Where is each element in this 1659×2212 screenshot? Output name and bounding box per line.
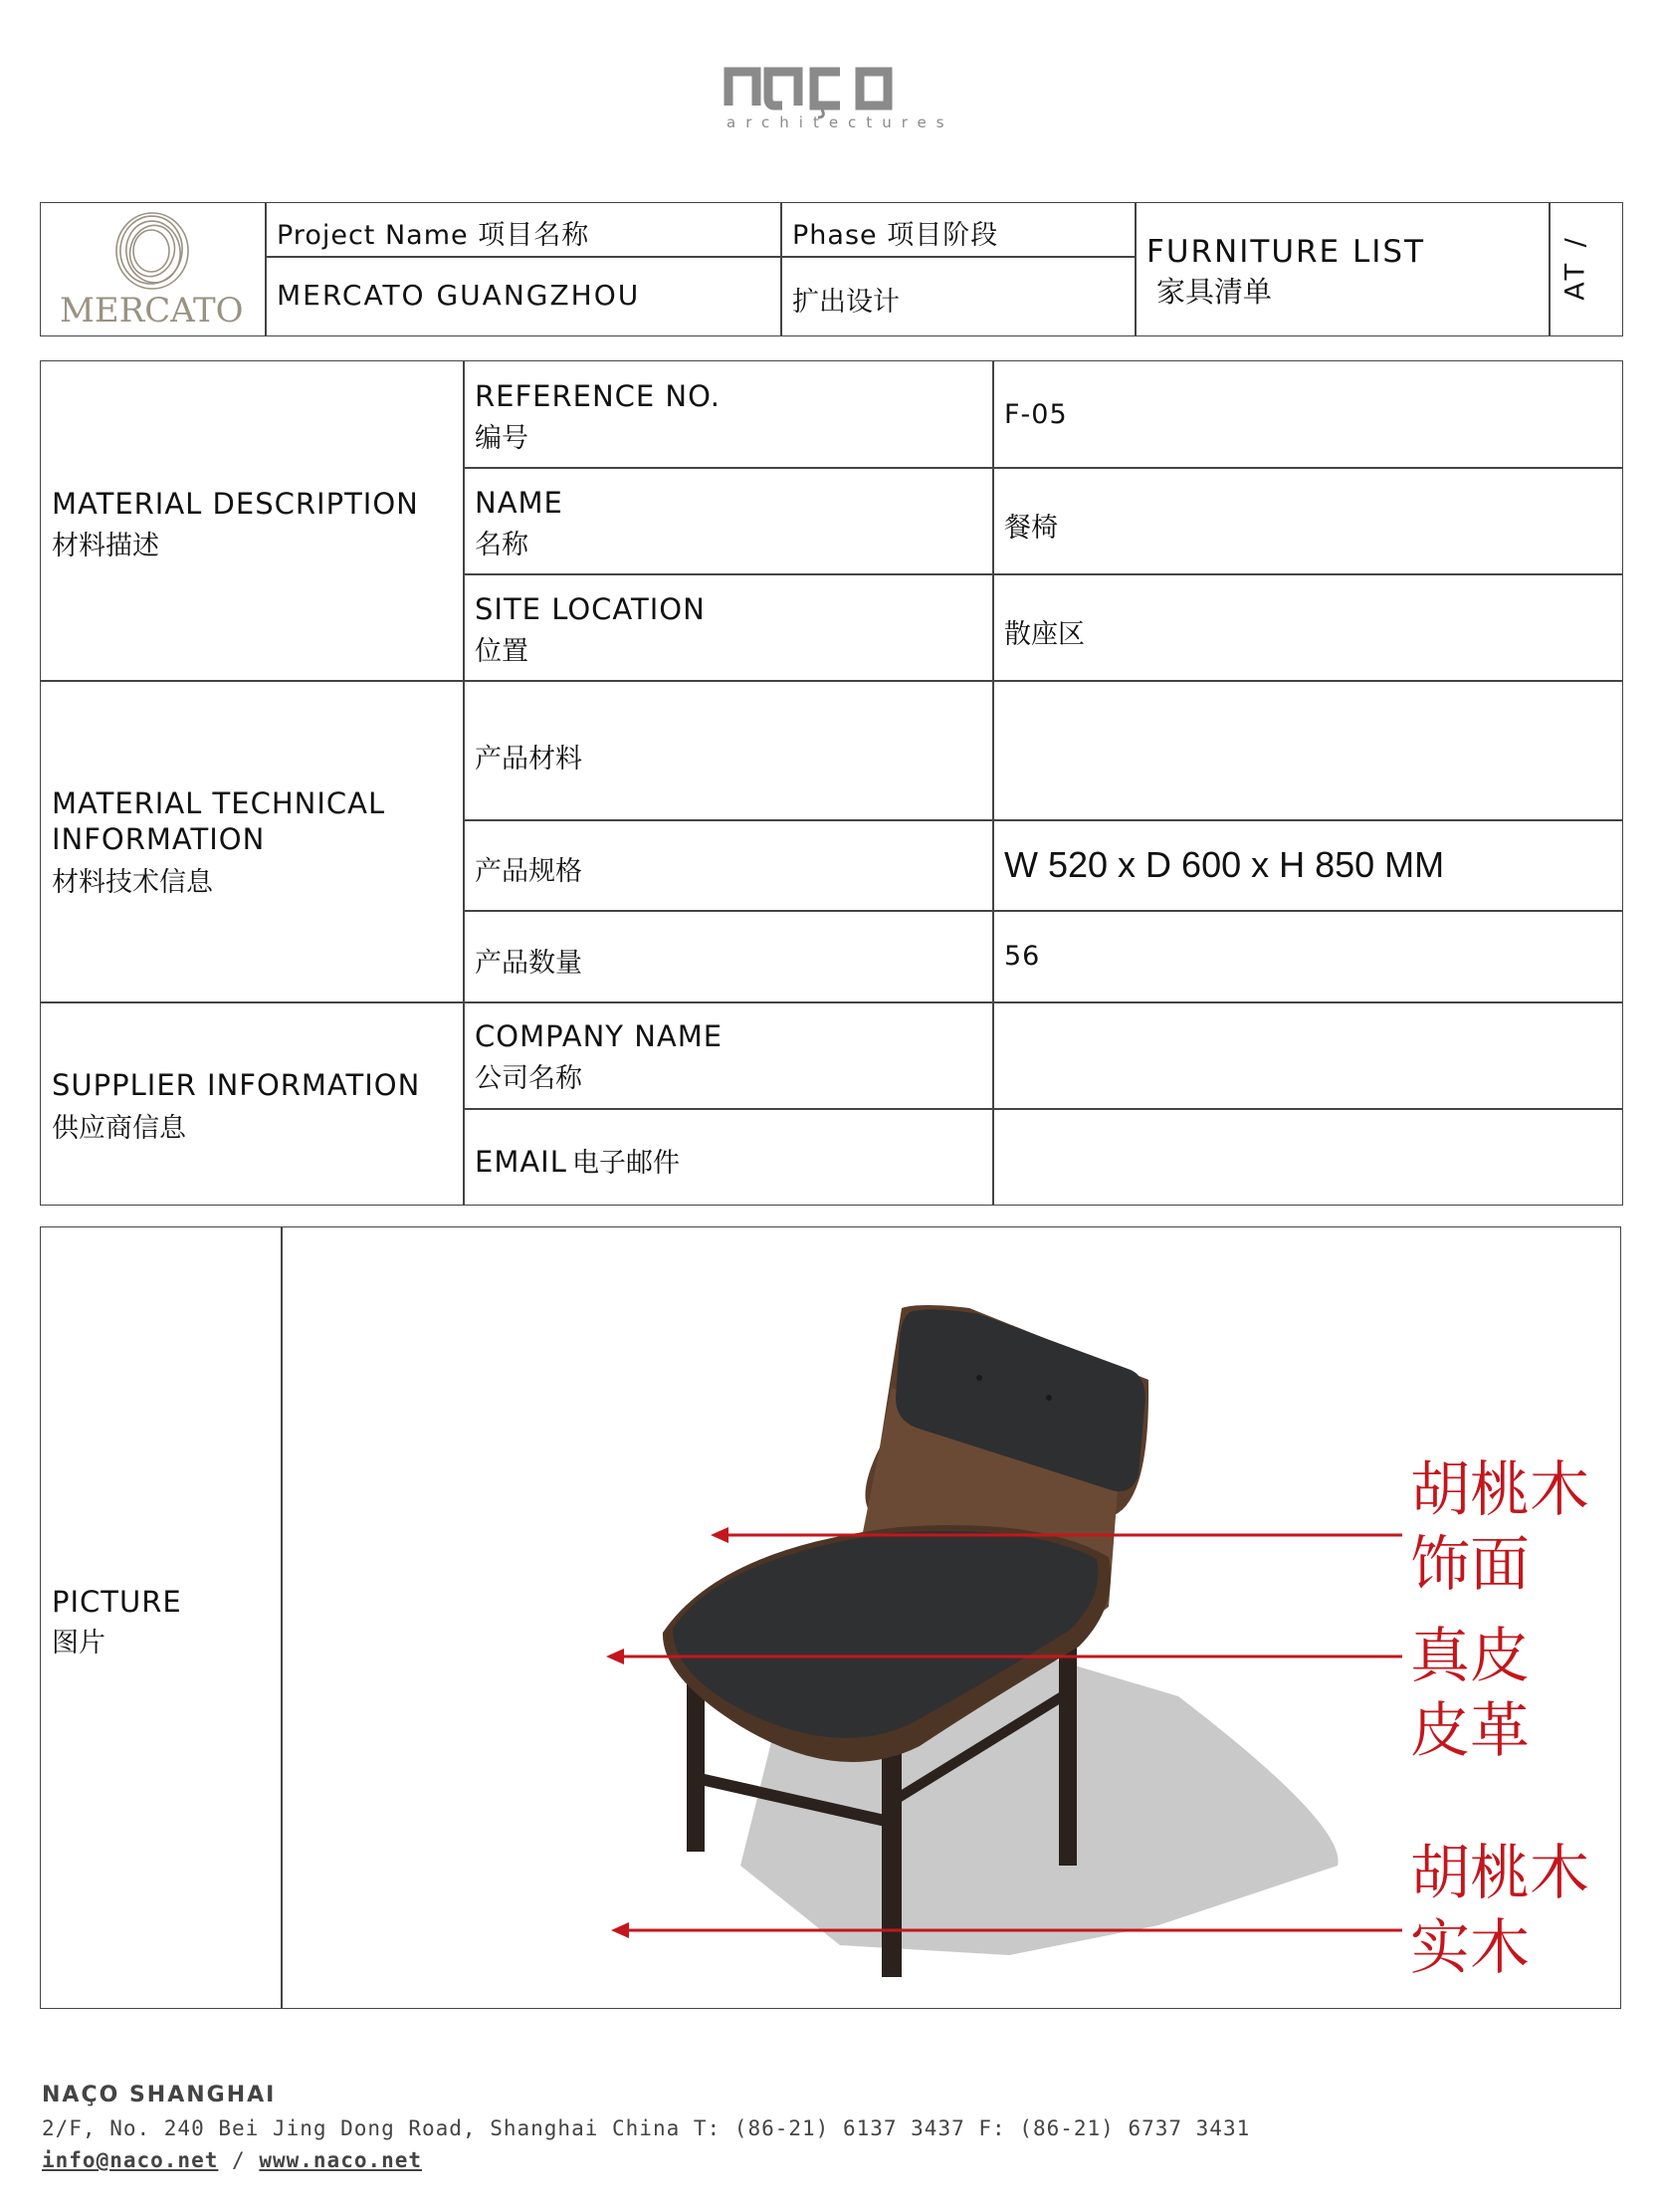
annotation-leather-line1: 真皮	[1410, 1622, 1530, 1691]
name-label: NAME	[475, 486, 563, 520]
technical-label-zh: 材料技术信息	[52, 867, 213, 898]
footer-website-link[interactable]: www.naco.net	[259, 2148, 423, 2172]
footer-email-link[interactable]: info@naco.net	[42, 2148, 219, 2172]
annotation-leather	[1410, 1620, 1530, 1769]
site-location-label-zh: 位置	[475, 636, 528, 667]
annotation-veneer-line2: 饰面	[1410, 1530, 1530, 1600]
vertical-code: AT /	[1559, 234, 1591, 301]
technical-label-line1: MATERIAL TECHNICAL	[52, 786, 386, 820]
annotation-veneer	[1410, 1453, 1589, 1603]
reference-no-label: REFERENCE NO.	[475, 379, 721, 413]
brand-subtitle: architectures	[726, 113, 954, 131]
product-material-label: 产品材料	[475, 744, 582, 774]
annotation-leather-line2: 皮革	[1410, 1696, 1530, 1766]
phase-value: 扩出设计	[792, 287, 900, 318]
product-spec-label: 产品规格	[475, 856, 582, 887]
footer-address: 2/F, No. 240 Bei Jing Dong Road, Shanghai China T: (86-21) 6137 3437 F: (86-21) 6737 3431	[42, 2116, 1251, 2140]
product-quantity-label: 产品数量	[475, 948, 582, 979]
annotation-solid-wood	[1410, 1837, 1589, 1986]
name-value: 餐椅	[1004, 513, 1058, 544]
email-label-zh: 电子邮件	[572, 1148, 680, 1179]
mercato-logo-text: MERCATO	[60, 291, 244, 331]
footer-links	[42, 2148, 422, 2172]
material-description-label: MATERIAL DESCRIPTION	[52, 487, 419, 521]
email-label: EMAIL	[475, 1145, 567, 1179]
footer-separator: /	[232, 2148, 246, 2172]
phase-label: Phase 项目阶段	[792, 220, 999, 251]
annotation-solid-wood-line1: 胡桃木	[1410, 1839, 1589, 1908]
reference-no-label-zh: 编号	[475, 423, 528, 454]
site-location-label: SITE LOCATION	[475, 592, 706, 626]
picture-label-zh: 图片	[52, 1628, 105, 1659]
chair-leg-front-right	[882, 1746, 902, 1977]
email-label-row	[475, 1141, 680, 1180]
arrow-leather-head	[606, 1649, 624, 1664]
product-spec-value: W 520 x D 600 x H 850 MM	[1004, 844, 1445, 885]
product-quantity-value: 56	[1004, 941, 1041, 972]
name-label-zh: 名称	[475, 530, 528, 560]
company-name-label-zh: 公司名称	[475, 1063, 582, 1094]
material-description-label-zh: 材料描述	[52, 531, 159, 561]
mercato-ring-icon	[42, 205, 263, 295]
project-name-label: Project Name 项目名称	[277, 220, 590, 251]
list-title-zh: 家具清单	[1156, 275, 1273, 309]
annotation-solid-wood-line2: 实木	[1410, 1913, 1530, 1983]
company-name-label: COMPANY NAME	[475, 1019, 724, 1053]
project-name-value: MERCATO GUANGZHOU	[277, 279, 641, 312]
supplier-label: SUPPLIER INFORMATION	[52, 1068, 421, 1102]
footer-office: NAÇO SHANGHAI	[42, 2083, 277, 2107]
mercato-logo	[42, 205, 263, 334]
arrow-veneer-head	[711, 1527, 728, 1543]
list-title: FURNITURE LIST	[1146, 234, 1426, 270]
technical-label-line2: INFORMATION	[52, 822, 266, 856]
annotation-veneer-line1: 胡桃木	[1410, 1455, 1589, 1525]
arrow-wood-head	[611, 1922, 629, 1938]
supplier-label-zh: 供应商信息	[52, 1113, 186, 1144]
site-location-value: 散座区	[1004, 619, 1085, 650]
picture-label: PICTURE	[52, 1585, 182, 1619]
naco-logo	[717, 58, 955, 137]
naco-wordmark-graphic	[717, 58, 955, 119]
reference-no-value: F-05	[1004, 399, 1068, 430]
